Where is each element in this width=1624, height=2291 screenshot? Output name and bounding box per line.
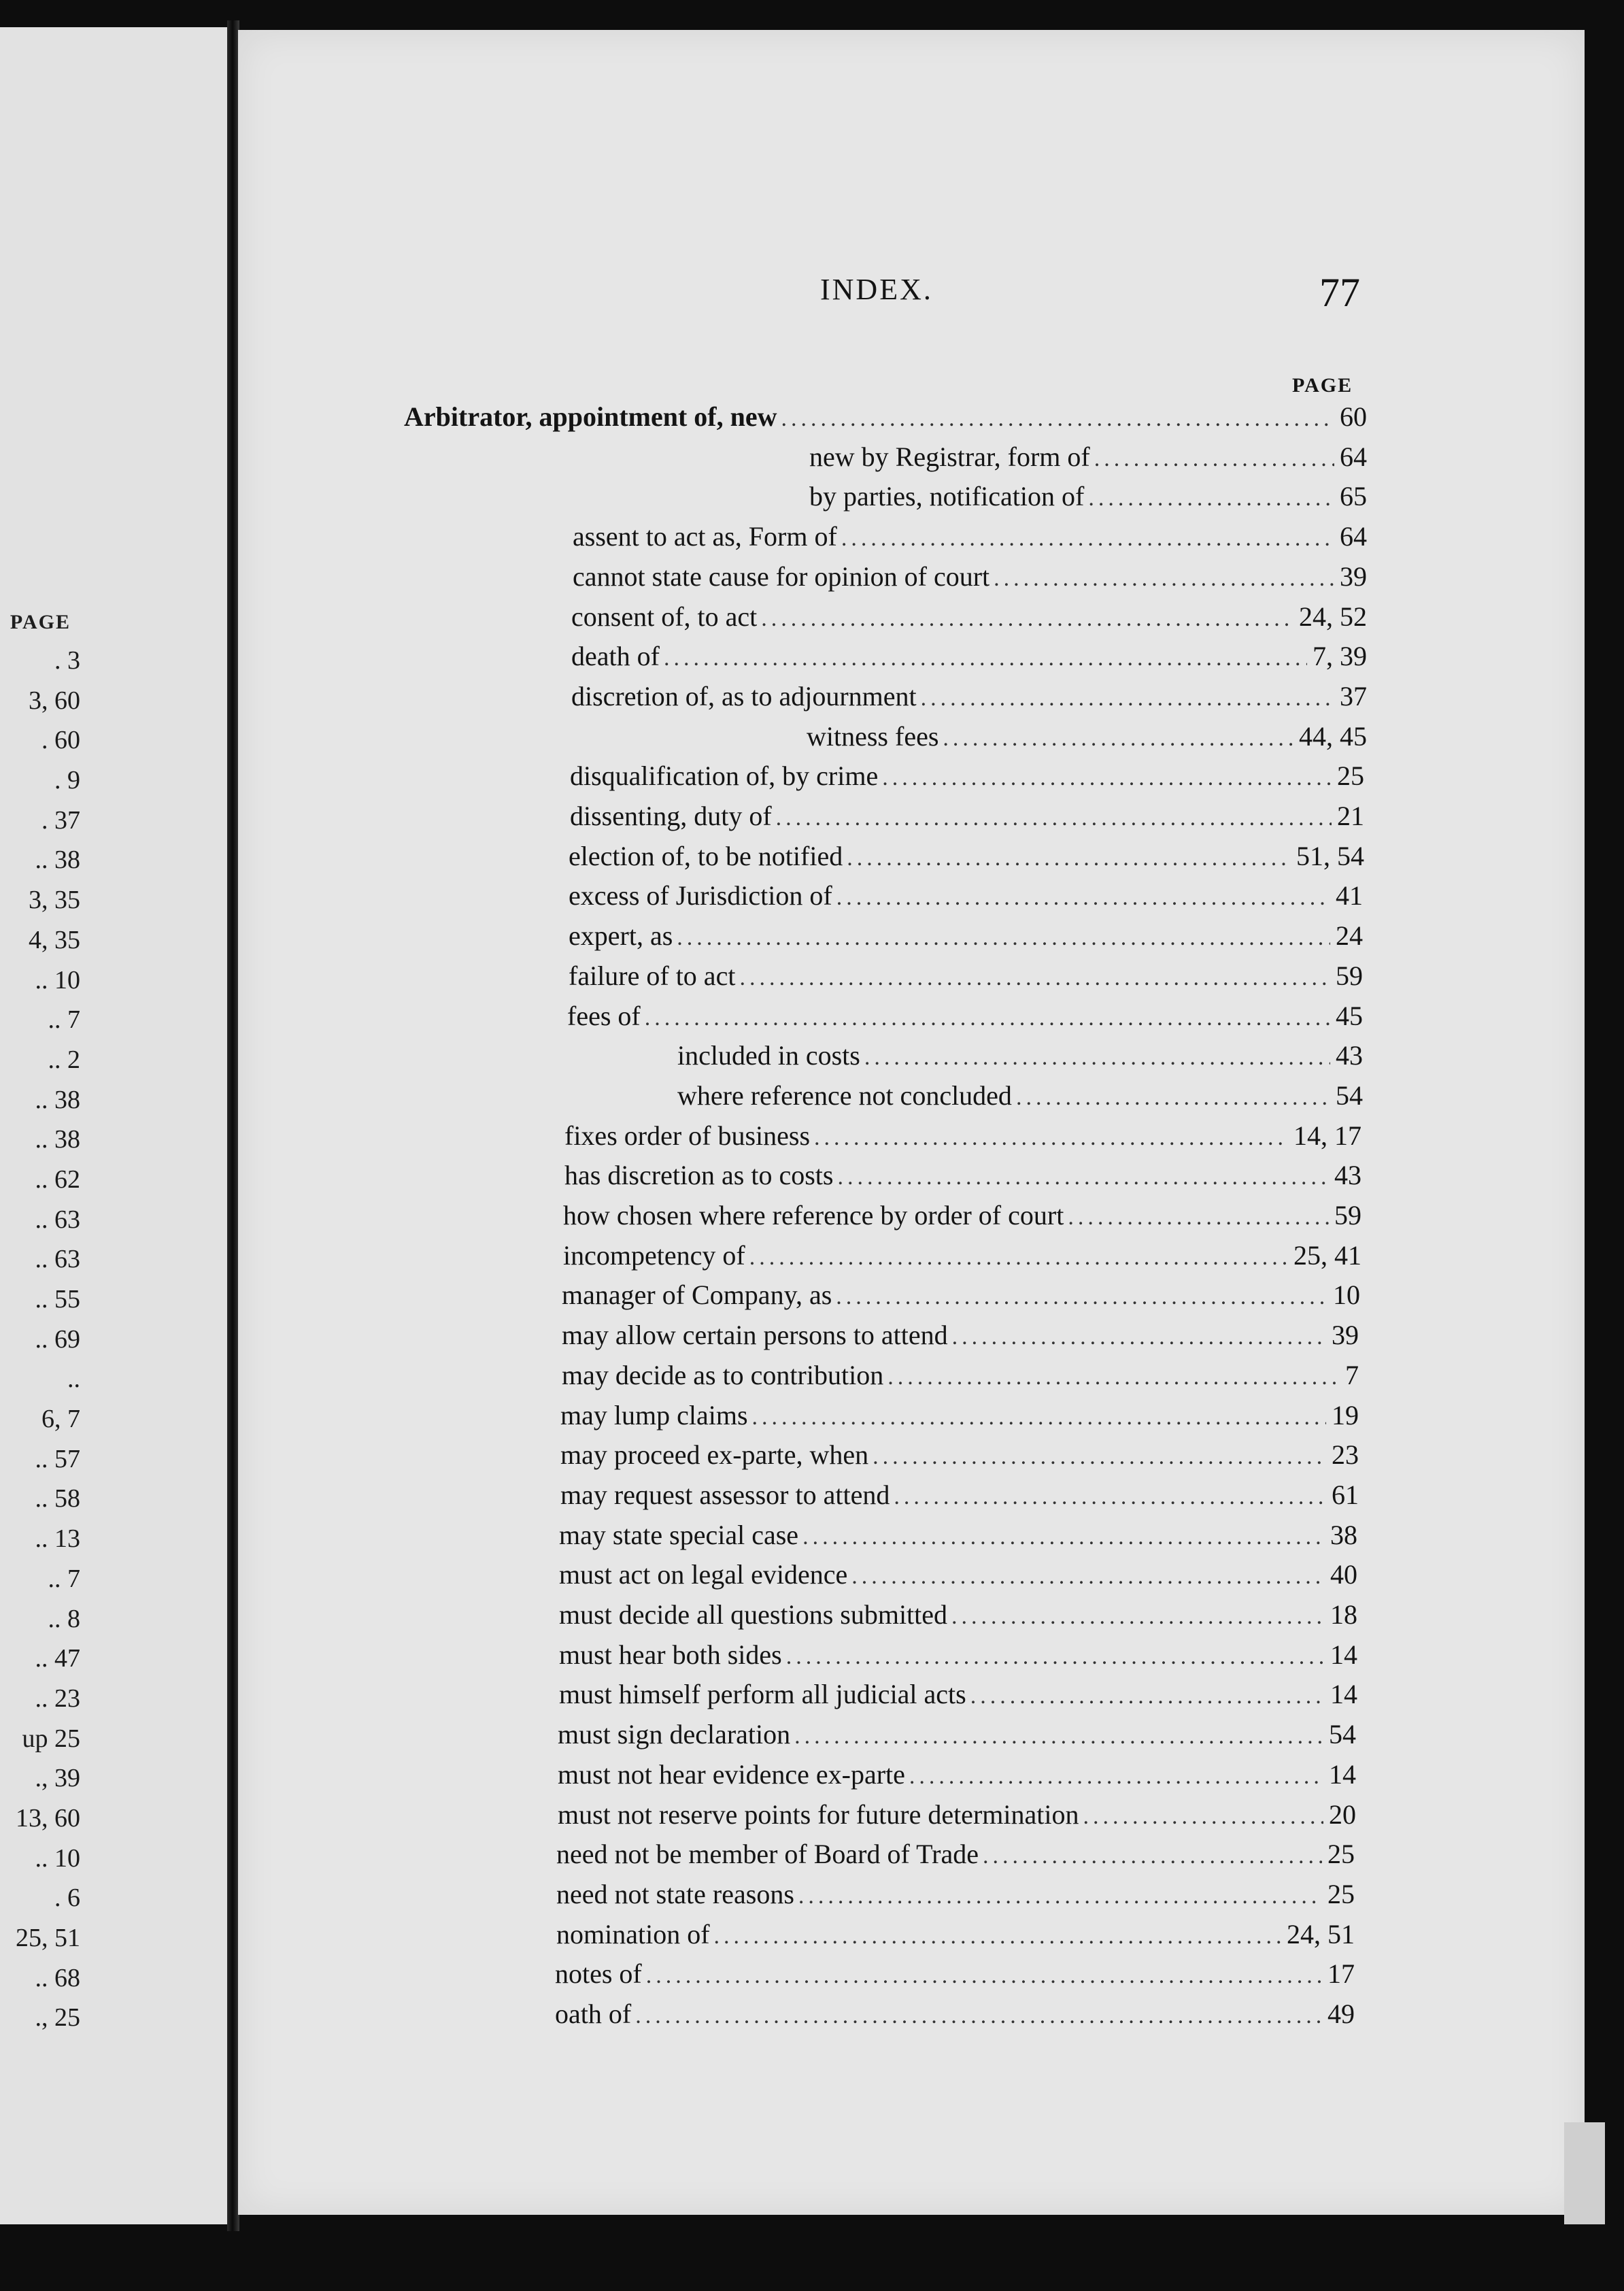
dot-leader	[983, 1837, 1322, 1877]
index-entry	[809, 437, 1367, 478]
dot-leader	[776, 799, 1332, 839]
index-entry-pages: 7, 39	[1313, 641, 1367, 672]
index-entry-text: fees of	[567, 1000, 641, 1031]
dot-leader	[646, 1956, 1322, 1996]
index-entry	[809, 477, 1367, 517]
index-entry	[567, 997, 1363, 1037]
index-entry	[556, 1835, 1355, 1875]
previous-page-page-ref: . 37	[41, 805, 80, 835]
index-entry-pages: 64	[1340, 441, 1367, 472]
previous-page-page-ref: up 25	[22, 1724, 80, 1753]
index-entry	[569, 956, 1363, 997]
index-entry-pages: 23	[1332, 1439, 1359, 1471]
previous-page-page-ref: .. 57	[35, 1444, 80, 1473]
index-entry-text: incompetency of	[563, 1239, 745, 1271]
index-entry	[556, 1915, 1355, 1955]
index-entry-pages: 7	[1345, 1359, 1359, 1390]
dot-leader	[1094, 439, 1334, 480]
index-entry-pages: 60	[1340, 401, 1367, 432]
dot-leader	[921, 679, 1334, 719]
index-entry	[573, 517, 1367, 557]
index-entry-pages: 21	[1337, 801, 1364, 831]
index-entry-text: notes of	[555, 1958, 642, 1990]
dot-leader	[749, 1238, 1288, 1278]
index-entry-pages: 61	[1332, 1479, 1359, 1510]
dot-leader	[882, 758, 1332, 799]
index-entry	[563, 1196, 1361, 1236]
previous-page-page-ref: .. 63	[35, 1205, 80, 1234]
dot-leader	[1083, 1797, 1323, 1837]
index-entry	[571, 597, 1367, 637]
previous-page-page-ref: .. 2	[48, 1045, 80, 1074]
dot-leader	[838, 1158, 1330, 1198]
index-entry-pages: 41	[1336, 880, 1363, 912]
dot-leader	[1016, 1078, 1330, 1118]
index-entry-pages: 45	[1336, 1000, 1363, 1031]
previous-page-page-ref: ..	[67, 1365, 80, 1394]
index-entry-pages: 64	[1340, 521, 1367, 552]
previous-page-page-ref: .. 47	[35, 1644, 80, 1673]
dot-leader	[841, 519, 1334, 559]
index-entry-pages: 54	[1336, 1080, 1363, 1111]
dot-leader	[645, 999, 1330, 1039]
previous-page-page-ref: .. 10	[35, 1843, 80, 1873]
previous-page-page-ref: .. 62	[35, 1165, 80, 1194]
index-entry	[559, 1635, 1357, 1675]
previous-page-column-label: PAGE	[10, 611, 71, 633]
index-entry-text: has discretion as to costs	[564, 1160, 834, 1191]
index-entry	[564, 1156, 1361, 1196]
index-entry-pages: 10	[1333, 1280, 1360, 1311]
dot-leader	[1088, 479, 1334, 519]
index-entry	[404, 397, 1367, 437]
dot-leader	[836, 1277, 1327, 1318]
index-entry-text: must decide all questions submitted	[559, 1599, 948, 1630]
dot-leader	[847, 839, 1291, 879]
dot-leader	[752, 1398, 1326, 1438]
running-head-title: INDEX.	[820, 273, 933, 306]
index-entry	[560, 1396, 1359, 1436]
previous-page-page-ref: .. 63	[35, 1245, 80, 1274]
previous-page-page-numbers	[0, 641, 80, 2038]
index-entry-text: may decide as to contribution	[562, 1359, 884, 1390]
previous-page-page-ref: .. 23	[35, 1684, 80, 1713]
index-entry-pages: 51, 54	[1296, 840, 1364, 871]
index-entry-text: must hear both sides	[559, 1639, 782, 1670]
page-edge	[1564, 2122, 1605, 2224]
previous-page-page-ref: 3, 60	[29, 686, 80, 715]
index-entry-pages: 24	[1336, 920, 1363, 952]
index-entry	[569, 916, 1363, 956]
index-entry	[571, 637, 1367, 677]
index-entry-pages: 24, 51	[1287, 1918, 1355, 1950]
previous-page-page-ref: .. 55	[35, 1285, 80, 1314]
index-entry-pages: 20	[1329, 1799, 1356, 1830]
previous-page-page-ref: .. 68	[35, 1963, 80, 1992]
index-entry	[558, 1715, 1356, 1755]
dot-leader	[851, 1557, 1325, 1597]
index-entry-pages: 39	[1340, 561, 1367, 592]
index-entry-text: fixes order of business	[564, 1120, 811, 1151]
previous-page-page-ref: ., 25	[35, 2003, 80, 2033]
index-entry-pages: 49	[1327, 1999, 1355, 2029]
index-entry-text: may proceed ex-parte, when	[560, 1439, 869, 1471]
previous-page-page-ref: .. 10	[35, 965, 80, 994]
dot-leader	[836, 878, 1330, 918]
dot-leader	[909, 1757, 1323, 1797]
index-entry-text: nomination of	[556, 1918, 710, 1950]
index-entry-text: excess of Jurisdiction of	[569, 880, 832, 912]
dot-leader	[664, 639, 1307, 679]
index-entry-text: assent to act as, Form of	[573, 521, 837, 552]
index-entry	[562, 1356, 1359, 1396]
index-entry-text: Arbitrator, appointment of, new	[404, 401, 777, 432]
index-entry-pages: 14	[1330, 1639, 1357, 1670]
dot-leader	[761, 599, 1293, 639]
index-entry-pages: 38	[1330, 1519, 1357, 1550]
index-entry-pages: 39	[1332, 1320, 1359, 1351]
previous-page-fragment	[0, 27, 230, 2224]
index-entry-pages: 25	[1327, 1878, 1355, 1909]
dot-leader	[952, 1318, 1326, 1358]
index-entry-text: cannot state cause for opinion of court	[573, 561, 990, 592]
index-entry-text: need not be member of Board of Trade	[556, 1839, 979, 1870]
previous-page-page-ref: .. 13	[35, 1524, 80, 1554]
previous-page-page-ref: . 9	[54, 766, 80, 795]
index-entry-text: how chosen where reference by order of court	[563, 1200, 1064, 1231]
index-entry-pages: 37	[1340, 680, 1367, 712]
index-entry-text: must not reserve points for future determination	[558, 1799, 1079, 1830]
index-entry-pages: 14, 17	[1293, 1120, 1361, 1151]
previous-page-page-ref: .. 8	[48, 1604, 80, 1633]
index-entry	[562, 1316, 1359, 1356]
index-entry-text: election of, to be notified	[569, 840, 843, 871]
index-entry	[555, 1994, 1355, 2035]
index-entry-text: need not state reasons	[556, 1878, 794, 1909]
previous-page-page-ref: . 60	[41, 726, 80, 755]
index-entry	[556, 1875, 1355, 1915]
index-entry-pages: 44, 45	[1299, 720, 1367, 752]
index-entry	[559, 1595, 1357, 1635]
previous-page-page-ref: .. 7	[48, 1564, 80, 1593]
index-entry	[569, 876, 1363, 916]
dot-leader	[714, 1917, 1281, 1957]
index-entry-pages: 17	[1327, 1958, 1355, 1990]
dot-leader	[994, 559, 1334, 599]
index-entry-text: may request assessor to attend	[560, 1479, 890, 1510]
index-entry	[563, 1236, 1361, 1276]
previous-page-page-ref: .. 38	[35, 1125, 80, 1154]
index-entry	[562, 1275, 1360, 1316]
previous-page-page-ref: 13, 60	[16, 1803, 80, 1833]
index-entry-text: may state special case	[559, 1519, 799, 1550]
index-entry	[560, 1435, 1359, 1475]
index-entry-text: must act on legal evidence	[559, 1559, 848, 1590]
index-entry-text: expert, as	[569, 920, 673, 952]
page-column-label: PAGE	[1292, 374, 1353, 397]
dot-leader	[951, 1597, 1325, 1637]
previous-page-page-ref: .. 69	[35, 1324, 80, 1354]
dot-leader	[943, 719, 1293, 759]
dot-leader	[864, 1038, 1330, 1078]
index-entry	[558, 1755, 1356, 1795]
dot-leader	[1068, 1198, 1329, 1238]
dot-leader	[786, 1637, 1325, 1677]
index-entry-pages: 14	[1329, 1758, 1356, 1790]
index-entry-text: by parties, notification of	[809, 481, 1085, 512]
index-entry	[570, 756, 1364, 797]
index-entry-pages: 54	[1329, 1719, 1356, 1750]
index-entry-pages: 14	[1330, 1679, 1357, 1710]
page-number: 77	[1319, 270, 1360, 315]
index-entry-pages: 25	[1327, 1839, 1355, 1870]
index-entry-text: dissenting, duty of	[570, 801, 772, 831]
index-entry-pages: 24, 52	[1299, 601, 1367, 632]
dot-leader	[635, 1996, 1322, 2037]
dot-leader	[802, 1518, 1325, 1558]
previous-page-page-ref: .. 58	[35, 1484, 80, 1514]
index-entry-pages: 40	[1330, 1559, 1357, 1590]
index-entry	[559, 1675, 1357, 1715]
previous-page-page-ref: .. 7	[48, 1005, 80, 1035]
dot-leader	[970, 1677, 1325, 1717]
dot-leader	[887, 1358, 1340, 1398]
index-entry	[564, 1116, 1361, 1156]
index-entry-text: death of	[571, 641, 660, 672]
index-entry	[559, 1555, 1357, 1595]
index-entry	[559, 1516, 1357, 1556]
index-entry-pages: 25, 41	[1293, 1239, 1361, 1271]
index-entry-pages: 43	[1336, 1040, 1363, 1071]
index-entry	[807, 717, 1367, 757]
dot-leader	[798, 1877, 1322, 1917]
index-entry-pages: 18	[1330, 1599, 1357, 1630]
index-entry-text: discretion of, as to adjournment	[571, 680, 917, 712]
previous-page-page-ref: 25, 51	[16, 1924, 80, 1952]
dot-leader	[894, 1477, 1326, 1518]
index-entry	[558, 1795, 1356, 1835]
index-entry-text: may lump claims	[560, 1399, 748, 1431]
index-entry-text: where reference not concluded	[677, 1080, 1012, 1111]
index-entry-pages: 59	[1336, 960, 1363, 991]
index-entry	[571, 677, 1367, 717]
index-entry-text: consent of, to act	[571, 601, 758, 632]
dot-leader	[794, 1717, 1323, 1757]
index-entry-text: must himself perform all judicial acts	[559, 1679, 966, 1710]
previous-page-page-ref: .. 38	[35, 846, 80, 875]
dot-leader	[677, 918, 1330, 958]
dot-leader	[814, 1118, 1288, 1158]
index-entry-text: may allow certain persons to attend	[562, 1320, 948, 1351]
index-entry	[677, 1036, 1363, 1076]
index-entry-pages: 25	[1337, 760, 1364, 792]
previous-page-page-ref: 4, 35	[29, 925, 80, 954]
previous-page-page-ref: . 6	[54, 1884, 80, 1913]
index-entry-text: must not hear evidence ex-parte	[558, 1758, 905, 1790]
index-entry	[560, 1475, 1359, 1516]
index-entry-pages: 43	[1334, 1160, 1361, 1191]
previous-page-page-ref: .. 38	[35, 1085, 80, 1114]
index-entry	[555, 1954, 1355, 1994]
index-entry-text: witness fees	[807, 720, 939, 752]
dot-leader	[739, 958, 1330, 999]
index-entry-text: failure of to act	[569, 960, 736, 991]
index-entry	[569, 837, 1364, 877]
index-entry-text: manager of Company, as	[562, 1280, 832, 1311]
index-entry	[677, 1076, 1363, 1116]
previous-page-page-ref: ., 39	[35, 1764, 80, 1793]
dot-leader	[873, 1437, 1326, 1477]
previous-page-page-ref: 6, 7	[41, 1405, 80, 1434]
previous-page-page-ref: . 3	[54, 646, 80, 675]
index-entry-text: included in costs	[677, 1040, 860, 1071]
dot-leader	[781, 399, 1335, 439]
previous-page-page-ref: 3, 35	[29, 886, 80, 915]
index-entry-text: new by Registrar, form of	[809, 441, 1090, 472]
index-entry-pages: 19	[1332, 1399, 1359, 1431]
index-entry-text: must sign declaration	[558, 1719, 791, 1750]
index-entry	[573, 557, 1367, 597]
index-entry-text: oath of	[555, 1999, 632, 2029]
index-entry-pages: 65	[1340, 481, 1367, 512]
index-entry-pages: 59	[1334, 1200, 1361, 1231]
index-entry	[570, 797, 1364, 837]
index-entry-text: disqualification of, by crime	[570, 760, 879, 792]
